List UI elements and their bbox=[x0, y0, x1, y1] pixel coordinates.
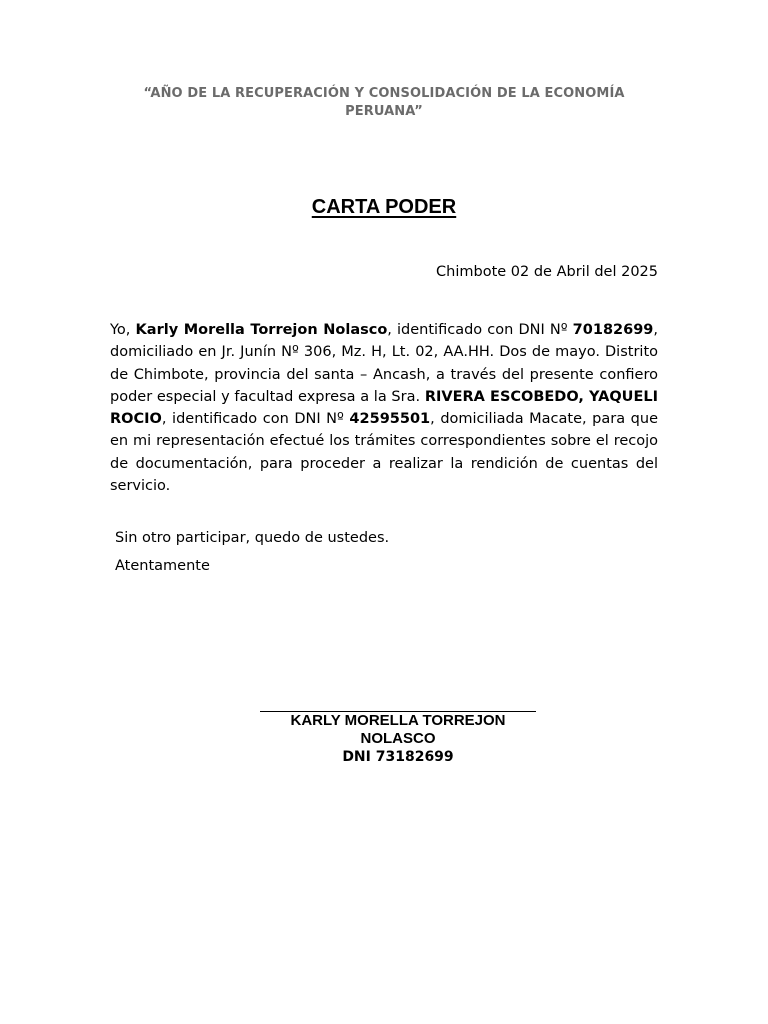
body-text-segment: , domiciliado en Jr. Junín Nº 306, Mz. H, Lt. 02, AA.HH. Dos de mayo. Distrito de Chimbote, provincia del santa – Ancash, a través del presente confiero poder especial y facultad expresa a la Sra. bbox=[110, 322, 658, 405]
signatory-name: KARLY MORELLA TORREJON NOLASCO bbox=[290, 712, 506, 747]
signatory-dni: DNI 73182699 bbox=[342, 749, 454, 765]
body-text-segment: , identificado con DNI Nº bbox=[161, 411, 350, 428]
document-title: CARTA PODER bbox=[311, 196, 457, 218]
grantor-name: Karly Morella Torrejon Nolasco bbox=[135, 322, 388, 338]
grantee-dni: 42595501 bbox=[349, 411, 431, 428]
closing-line: Sin otro participar, quedo de ustedes. bbox=[115, 530, 390, 546]
closing-salutation: Atentamente bbox=[115, 558, 210, 574]
year-motto: “AÑO DE LA RECUPERACIÓN Y CONSOLIDACIÓN DE LA ECONOMÍA PERUANA” bbox=[143, 86, 625, 119]
date-line: Chimbote 02 de Abril del 2025 bbox=[436, 264, 658, 280]
grantee-name: RIVERA ESCOBEDO, YAQUELI ROCIO bbox=[110, 388, 658, 428]
grantor-dni: 70182699 bbox=[572, 322, 654, 338]
body-paragraph bbox=[110, 319, 658, 497]
body-text-segment: Yo, bbox=[110, 322, 136, 338]
body-text-segment: , domiciliada Macate, para que en mi representación efectué los trámites correspondientes sobre el recojo de documentación, para proceder a realizar la rendición de cuentas del servicio. bbox=[110, 411, 658, 495]
body-text-segment: , identificado con DNI Nº bbox=[387, 322, 573, 338]
